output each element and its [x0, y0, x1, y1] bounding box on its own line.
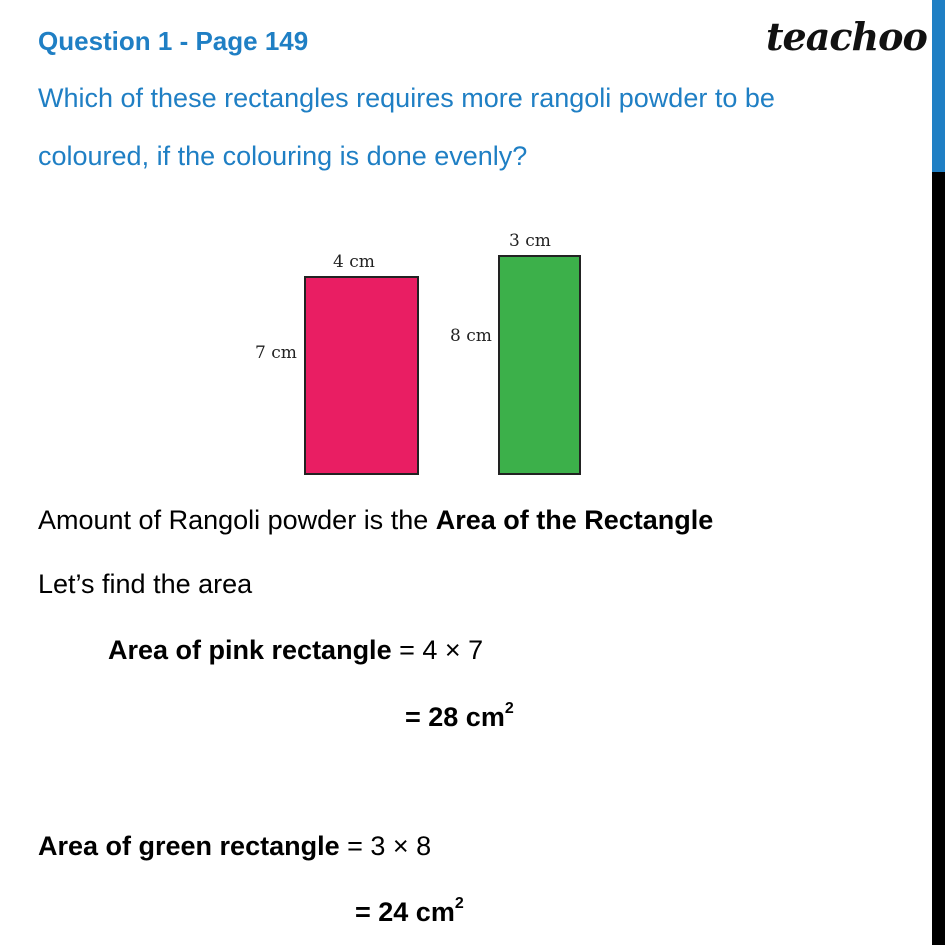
green-width-label: 3 cm: [509, 231, 551, 251]
pink-area-equation: Area of pink rectangle = 4 × 7: [108, 635, 484, 665]
green-rectangle: [498, 255, 581, 475]
question-text-line2: coloured, if the colouring is done evenly?: [38, 141, 528, 171]
right-sidebar-accent: [932, 0, 945, 172]
pink-height-label: 7 cm: [255, 343, 297, 363]
green-height-label: 8 cm: [450, 326, 492, 346]
pink-area-result: = 28 $cm^2$: [405, 700, 514, 732]
pink-width-label: 4 cm: [333, 252, 375, 272]
solution-line-area-definition: Amount of Rangoli powder is the Area of the Rectangle: [38, 505, 714, 535]
solution-line-find-area: Let’s find the area: [38, 569, 253, 599]
question-text-line1: Which of these rectangles requires more rangoli powder to be: [38, 83, 775, 113]
green-area-result: = 24 $cm^2$: [355, 895, 464, 927]
question-title: Question 1 - Page 149: [38, 26, 309, 56]
pink-rectangle: [304, 276, 419, 475]
teachoo-logo: teachoo: [766, 14, 927, 59]
green-area-equation: Area of green rectangle = 3 × 8: [38, 831, 432, 861]
